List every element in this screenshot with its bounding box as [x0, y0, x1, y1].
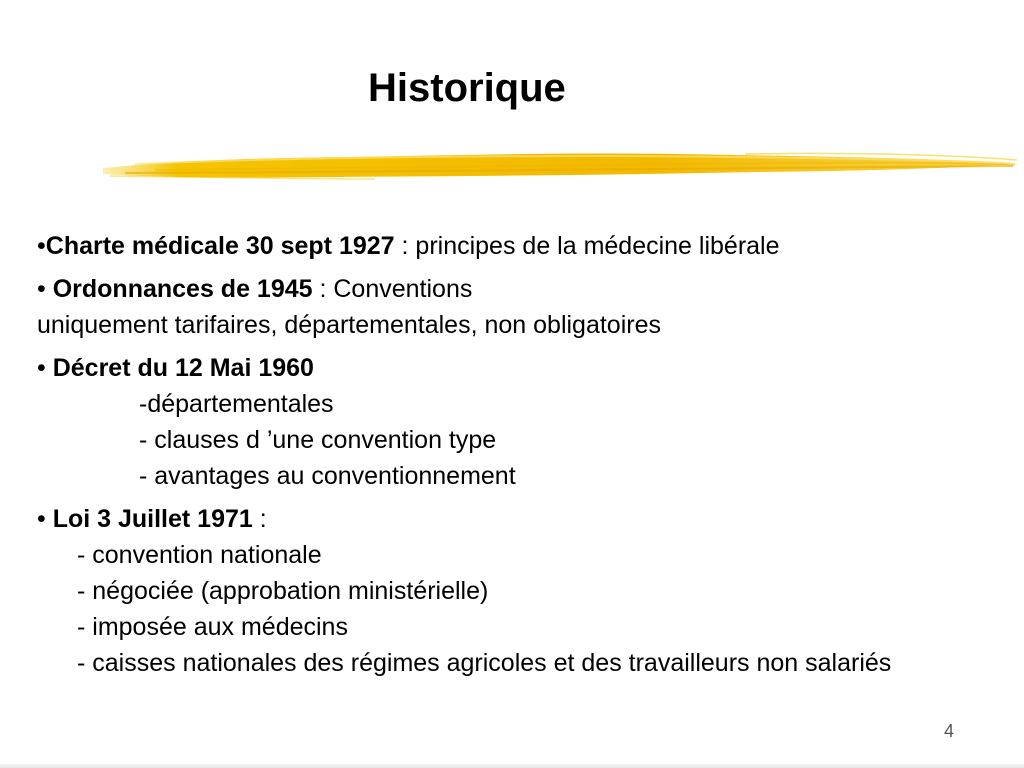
item-heading: Décret du 12 Mai 1960: [52, 354, 314, 382]
item-continuation: uniquement tarifaires, départementales, non obligatoires: [37, 311, 661, 339]
bullet: •: [37, 275, 53, 303]
item-text: : Conventions: [312, 275, 473, 303]
page-number: 4: [944, 721, 955, 741]
slide-title: Historique: [368, 66, 566, 110]
slide-content: [37, 228, 997, 688]
sub-item: - clauses d ’une convention type: [139, 426, 497, 454]
sub-item: - convention nationale: [77, 541, 322, 569]
sub-item: - imposée aux médecins: [77, 613, 348, 641]
list-item: [37, 350, 997, 494]
item-heading: Loi 3 Juillet 1971: [52, 505, 253, 533]
list-item: [37, 228, 997, 264]
sub-item: -départementales: [139, 390, 334, 418]
item-text: : principes de la médecine libérale: [394, 232, 780, 260]
sub-item: - caisses nationales des régimes agricoles et des travailleurs non salariés: [77, 649, 892, 677]
bullet: •: [37, 232, 46, 260]
sub-item: - négociée (approbation ministérielle): [77, 577, 489, 605]
bottom-divider: [0, 764, 1024, 768]
item-heading: Charte médicale 30 sept 1927: [45, 232, 395, 260]
item-heading: Ordonnances de 1945: [52, 275, 313, 303]
list-item: [37, 501, 997, 681]
list-item: [37, 271, 997, 343]
bullet: •: [37, 354, 53, 382]
bullet: •: [37, 505, 53, 533]
sub-item: - avantages au conventionnement: [139, 462, 516, 490]
item-text: :: [252, 505, 267, 533]
title-underline-brush-stroke: [95, 146, 1024, 186]
